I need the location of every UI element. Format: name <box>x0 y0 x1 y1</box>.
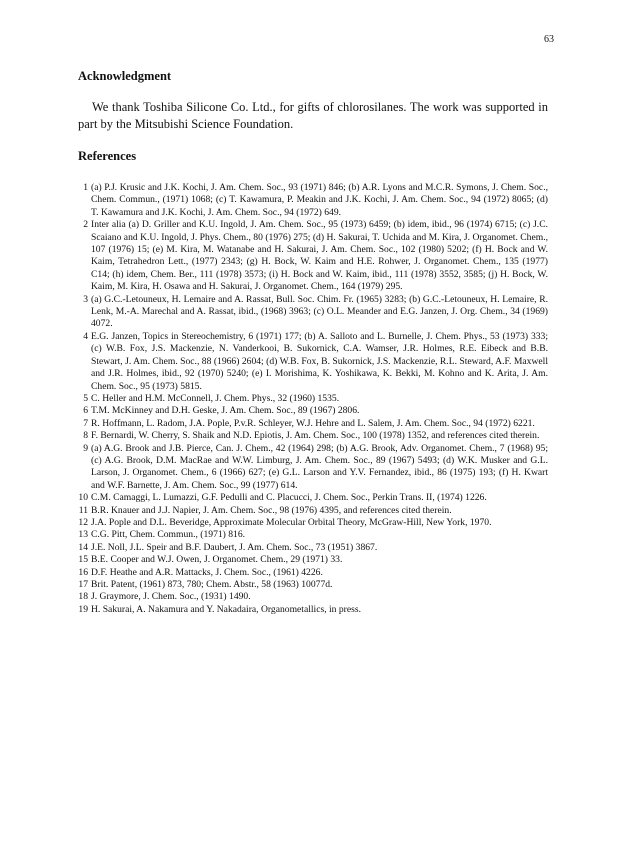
reference-number: 1 <box>83 182 88 193</box>
reference-number: 11 <box>78 504 88 516</box>
reference-item <box>78 554 548 566</box>
reference-number: 19 <box>78 603 88 615</box>
reference-text: E.G. Janzen, Topics in Stereochemistry, 6 (1971) 177; (b) A. Salloto and L. Burnelle, J. Chem. Phys., 53 (1973) 333; (c) W.B. Fox, J.S. Mackenzie, N. Vanderkooi, B. Sukornick, C.A. Wamser, J.R. Holmes, R.E. Eibeck and B.B. Stewart, J. Am. Chem. Soc., 88 (1966) 2604; (d) W.B. Fox, B. Sukornick, J.S. Mackenzie, R.L. Steward, A.F. Maxwell and J.R. Holmes, ibid., 92 (1970) 5240; (e) I. Morishima, K. Yoshikawa, K. Bekki, M. Kohno and K. Arita, J. Am. Chem. Soc., 95 (1973) 5815. <box>91 330 548 392</box>
reference-text: B.E. Cooper and W.J. Owen, J. Organomet. Chem., 29 (1971) 33. <box>91 554 343 566</box>
reference-item <box>78 591 548 603</box>
references-heading: References <box>78 149 137 163</box>
reference-item <box>78 567 548 579</box>
reference-item <box>78 430 548 442</box>
reference-text: Inter alia (a) D. Griller and K.U. Ingold, J. Am. Chem. Soc., 95 (1973) 6459; (b) idem, ibid., 96 (1974) 6715; (c) J.C. Scaiano and K.U. Ingold, J. Phys. Chem., 80 (1976) 275; (d) H. Sakurai, T. Uchida and M. Kira, J. Organomet. Chem., 107 (1976) 15; (e) M. Kira, M. Watanabe and H. Sakurai, J. Am. Chem. Soc., 102 (1980) 5202; (f) H. Bock and W. Kaim, Tetrahedron Lett., (1977) 2343; (g) H. Bock, W. Kaim and H.E. Rohwer, J. Organomet. Chem., 135 (1977) C14; (h) idem, Chem. Ber., 111 (1978) 3573; (i) H. Bock and W. Kaim, ibid., 111 (1978) 3552, 3585; (j) H. Bock, W. Kaim, M. Kira, H. Osawa and H. Sakurai, J. Organomet. Chem., 164 (1979) 295. <box>91 219 548 293</box>
reference-item <box>78 443 548 493</box>
reference-list <box>78 182 548 616</box>
reference-number: 8 <box>83 430 88 442</box>
reference-text: B.R. Knauer and J.J. Napier, J. Am. Chem. Soc., 98 (1976) 4395, and references cited therein. <box>91 504 452 516</box>
acknowledgment-heading: Acknowledgment <box>78 69 172 83</box>
reference-number: 13 <box>78 529 88 541</box>
reference-text: C.M. Camaggi, L. Lumazzi, G.F. Pedulli and C. Placucci, J. Chem. Soc., Perkin Trans. II, (1974) 1226. <box>91 492 487 504</box>
reference-item <box>78 418 548 430</box>
reference-text: J.A. Pople and D.L. Beveridge, Approximate Molecular Orbital Theory, McGraw-Hill, New York, 1970. <box>91 516 492 528</box>
reference-item <box>78 405 548 417</box>
reference-item <box>78 492 548 504</box>
reference-text: R. Hoffmann, L. Radom, J.A. Pople, P.v.R. Schleyer, W.J. Hehre and L. Salem, J. Am. Chem. Soc., 94 (1972) 6221. <box>91 417 535 429</box>
reference-item <box>78 604 548 616</box>
reference-text: (a) G.C.-Letouneux, H. Lemaire and A. Rassat, Bull. Soc. Chim. Fr. (1965) 3283; (b) G.C.-Letouneux, H. Lemaire, R. Lenk, M.-A. Marechal and A. Rassat, ibid., (1968) 3963; (c) O.L. Meander and E.G. Janzen, J. Org. Chem., 34 (1969) 4072. <box>91 293 548 330</box>
reference-text: J. Graymore, J. Chem. Soc., (1931) 1490. <box>91 591 251 603</box>
page-number: 63 <box>544 34 554 45</box>
reference-text: H. Sakurai, A. Nakamura and Y. Nakadaira, Organometallics, in press. <box>91 603 361 615</box>
reference-text: T.M. McKinney and D.H. Geske, J. Am. Chem. Soc., 89 (1967) 2806. <box>91 405 360 417</box>
reference-item <box>78 579 548 591</box>
reference-text: (a) A.G. Brook and J.B. Pierce, Can. J. Chem., 42 (1964) 298; (b) A.G. Brook, Adv. Organomet. Chem., 7 (1968) 95; (c) A.G. Brook, D.M. MacRae and W.W. Limburg, J. Am. Chem. Soc., 89 (1967) 5493; (d) W.K. Musker and G.L. Larson, J. Organomet. Chem., 6 (1966) 627; (e) G.L. Larson and Y.V. Fernandez, ibid., 86 (1975) 193; (f) H. Kwart and W.F. Barnette, J. Am. Chem. Soc., 99 (1977) 614. <box>91 442 548 491</box>
acknowledgment-text: We thank Toshiba Silicone Co. Ltd., for gifts of chlorosilanes. The work was supported in part by the Mitsubishi Science Foundation. <box>78 100 548 131</box>
reference-number: 16 <box>78 566 88 578</box>
reference-item <box>78 542 548 554</box>
reference-number: 15 <box>78 554 88 566</box>
reference-item <box>78 219 548 293</box>
reference-item <box>78 331 548 393</box>
reference-text: F. Bernardi, W. Cherry, S. Shaik and N.D. Epiotis, J. Am. Chem. Soc., 100 (1978) 1352, and references cited therein. <box>91 430 540 442</box>
reference-item <box>78 517 548 529</box>
reference-text: C.G. Pitt, Chem. Commun., (1971) 816. <box>91 529 246 541</box>
reference-item <box>78 529 548 541</box>
reference-number: 14 <box>78 541 88 553</box>
reference-number: 10 <box>78 492 88 504</box>
reference-text: C. Heller and H.M. McConnell, J. Chem. Phys., 32 (1960) 1535. <box>91 392 340 404</box>
reference-number: 18 <box>78 591 88 603</box>
reference-number: 5 <box>83 392 88 404</box>
reference-number: 6 <box>83 405 88 417</box>
reference-number: 12 <box>78 516 88 528</box>
reference-number: 7 <box>83 417 88 429</box>
reference-item <box>78 294 548 331</box>
reference-text: Brit. Patent, (1961) 873, 780; Chem. Abstr., 58 (1963) 10077d. <box>91 579 333 590</box>
reference-text: D.F. Heathe and A.R. Mattacks, J. Chem. Soc., (1961) 4226. <box>91 566 323 578</box>
reference-item <box>78 393 548 405</box>
reference-number: 2 <box>83 219 88 231</box>
reference-number: 17 <box>78 579 88 590</box>
reference-number: 4 <box>83 330 88 342</box>
reference-number: 9 <box>83 442 88 454</box>
reference-number: 3 <box>83 293 88 305</box>
reference-item <box>78 505 548 517</box>
reference-text: (a) P.J. Krusic and J.K. Kochi, J. Am. Chem. Soc., 93 (1971) 846; (b) A.R. Lyons and M.C.R. Symons, J. Chem. Soc., Chem. Commun., (1971) 1068; (c) T. Kawamura, P. Meakin and J.K. Kochi, J. Am. Chem. Soc., 94 (1972) 8065; (d) T. Kawamura and J.K. Kochi, J. Am. Chem. Soc., 94 (1972) 649. <box>91 182 548 218</box>
reference-item <box>78 182 548 219</box>
reference-text: J.E. Noll, J.L. Speir and B.F. Daubert, J. Am. Chem. Soc., 73 (1951) 3867. <box>91 541 378 553</box>
